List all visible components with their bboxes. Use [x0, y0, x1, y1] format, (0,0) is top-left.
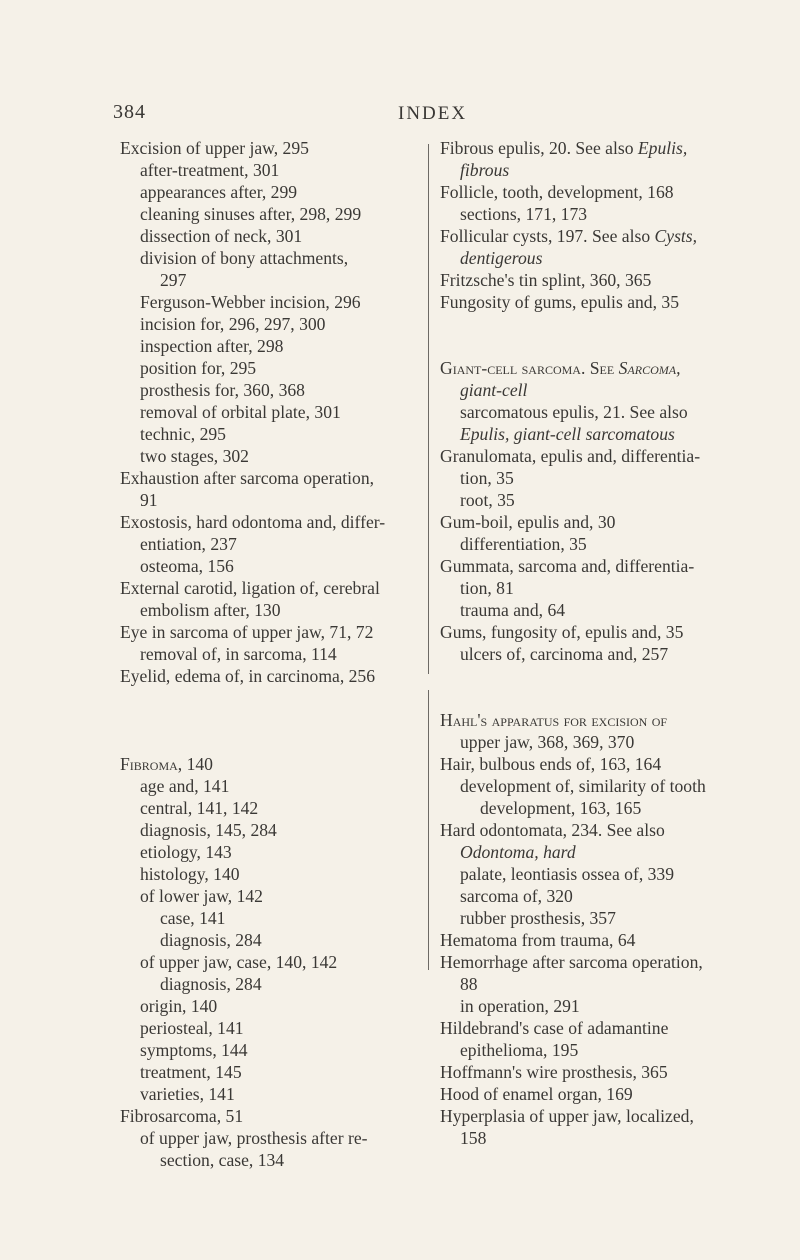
index-subentry [120, 819, 420, 841]
index-subentry [120, 269, 420, 291]
index-subentry [120, 973, 420, 995]
index-entry [440, 1105, 730, 1127]
index-subentry [120, 907, 420, 929]
index-subentry [120, 379, 420, 401]
entry-text: technic, 295 [140, 424, 226, 444]
index-entry [440, 1061, 730, 1083]
index-subentry [120, 1039, 420, 1061]
index-entry [440, 1083, 730, 1105]
index-subentry [120, 775, 420, 797]
index-subentry [440, 643, 730, 665]
index-subentry [120, 247, 420, 269]
index-subentry [120, 1083, 420, 1105]
entry-text: Follicle, tooth, development, 168 [440, 182, 674, 202]
entry-text: 297 [160, 270, 187, 290]
index-entry [120, 511, 420, 533]
column-rule [428, 144, 429, 674]
entry-text: etiology, 143 [140, 842, 232, 862]
index-subentry [120, 1061, 420, 1083]
entry-text: root, 35 [460, 490, 515, 510]
entry-text: 158 [460, 1128, 487, 1148]
index-subentry [440, 379, 730, 401]
index-subentry [120, 1127, 420, 1149]
index-subentry [120, 929, 420, 951]
entry-text: incision for, 296, 297, 300 [140, 314, 326, 334]
entry-text: Hemorrhage after sarcoma operation, [440, 952, 703, 972]
index-subentry [120, 489, 420, 511]
index-subentry [120, 951, 420, 973]
index-column-right [440, 137, 730, 1149]
index-subentry [440, 247, 730, 269]
column-rule [428, 690, 429, 970]
index-subentry [440, 797, 730, 819]
entry-text: treatment, 145 [140, 1062, 242, 1082]
index-subentry [440, 599, 730, 621]
entry-text: inspection after, 298 [140, 336, 284, 356]
entry-text: of lower jaw, 142 [140, 886, 263, 906]
entry-text: Eye in sarcoma of upper jaw, 71, 72 [120, 622, 374, 642]
index-subentry [120, 203, 420, 225]
cross-reference: dentigerous [460, 248, 543, 268]
entry-text: in operation, 291 [460, 996, 580, 1016]
entry-text: Eyelid, edema of, in carcinoma, 256 [120, 666, 376, 686]
cross-reference: Epulis, giant-cell sarcomatous [460, 424, 675, 444]
entry-text: embolism after, 130 [140, 600, 281, 620]
entry-text: Fibroma, 140 [120, 754, 213, 774]
entry-text: development of, similarity of tooth [460, 776, 706, 796]
index-subentry [120, 643, 420, 665]
index-subentry [120, 225, 420, 247]
entry-text: Gum-boil, epulis and, 30 [440, 512, 616, 532]
index-subentry [120, 1149, 420, 1171]
entry-text: Fibrous epulis, 20. See also [440, 138, 638, 158]
entry-text: sarcoma of, 320 [460, 886, 573, 906]
entry-text: of upper jaw, case, 140, 142 [140, 952, 338, 972]
entry-text: diagnosis, 145, 284 [140, 820, 277, 840]
entry-text: cleaning sinuses after, 298, 299 [140, 204, 362, 224]
index-subentry [120, 599, 420, 621]
section-gap [440, 665, 730, 709]
index-entry [120, 137, 420, 159]
index-entry [120, 621, 420, 643]
index-entry [440, 357, 730, 379]
index-subentry [120, 797, 420, 819]
index-column-left [120, 137, 420, 1171]
entry-text: after-treatment, 301 [140, 160, 280, 180]
index-entry [440, 929, 730, 951]
entry-text: diagnosis, 284 [160, 930, 262, 950]
index-subentry [120, 401, 420, 423]
index-entry [440, 445, 730, 467]
index-subentry [440, 489, 730, 511]
entry-text: tion, 81 [460, 578, 514, 598]
index-subentry [440, 159, 730, 181]
entry-text: case, 141 [160, 908, 226, 928]
index-entry [440, 555, 730, 577]
entry-text: Hahl's apparatus for excision of [440, 710, 668, 730]
entry-text: Hair, bulbous ends of, 163, 164 [440, 754, 662, 774]
entry-text: prosthesis for, 360, 368 [140, 380, 305, 400]
entry-text: age and, 141 [140, 776, 230, 796]
index-subentry [120, 533, 420, 555]
index-subentry [440, 885, 730, 907]
section-gap [440, 313, 730, 357]
entry-text: Hyperplasia of upper jaw, localized, [440, 1106, 694, 1126]
index-subentry [120, 291, 420, 313]
index-subentry [440, 775, 730, 797]
entry-text: rubber prosthesis, 357 [460, 908, 616, 928]
index-entry [440, 225, 730, 247]
index-entry [440, 181, 730, 203]
index-subentry [120, 841, 420, 863]
index-subentry [120, 863, 420, 885]
index-subentry [440, 423, 730, 445]
entry-text: central, 141, 142 [140, 798, 259, 818]
entry-text: two stages, 302 [140, 446, 249, 466]
index-entry [440, 291, 730, 313]
entry-text: varieties, 141 [140, 1084, 235, 1104]
entry-text: dissection of neck, 301 [140, 226, 303, 246]
index-subentry [120, 445, 420, 467]
entry-text: trauma and, 64 [460, 600, 566, 620]
entry-text: division of bony attachments, [140, 248, 349, 268]
entry-text: sections, 171, 173 [460, 204, 588, 224]
index-subentry [440, 577, 730, 599]
index-subentry [440, 973, 730, 995]
entry-text: symptoms, 144 [140, 1040, 248, 1060]
entry-text: of upper jaw, prosthesis after re- [140, 1128, 368, 1148]
entry-text: entiation, 237 [140, 534, 237, 554]
index-subentry [440, 533, 730, 555]
index-subentry [120, 995, 420, 1017]
index-subentry [440, 203, 730, 225]
index-entry [440, 819, 730, 841]
entry-text: diagnosis, 284 [160, 974, 262, 994]
index-entry [440, 269, 730, 291]
index-subentry [440, 1127, 730, 1149]
entry-text: removal of orbital plate, 301 [140, 402, 341, 422]
entry-text: sarcomatous epulis, 21. See also [460, 402, 688, 422]
index-subentry [440, 841, 730, 863]
index-entry [120, 467, 420, 489]
index-entry [440, 1017, 730, 1039]
cross-reference: Cysts, [654, 226, 698, 246]
index-entry [440, 137, 730, 159]
index-subentry [120, 313, 420, 335]
index-subentry [120, 159, 420, 181]
entry-text: Ferguson-Webber incision, 296 [140, 292, 361, 312]
index-subentry [120, 885, 420, 907]
index-subentry [440, 467, 730, 489]
entry-text: External carotid, ligation of, cerebral [120, 578, 380, 598]
entry-text: osteoma, 156 [140, 556, 234, 576]
index-entry [120, 753, 420, 775]
entry-text: periosteal, 141 [140, 1018, 244, 1038]
index-entry [440, 511, 730, 533]
index-subentry [120, 181, 420, 203]
entry-text: Hoffmann's wire prosthesis, 365 [440, 1062, 668, 1082]
index-subentry [120, 357, 420, 379]
entry-text: origin, 140 [140, 996, 218, 1016]
page-number: 384 [113, 101, 146, 123]
section-gap [120, 687, 420, 753]
cross-reference: Sarcoma, [618, 358, 681, 378]
entry-text: position for, 295 [140, 358, 257, 378]
index-subentry [440, 401, 730, 423]
entry-text: Follicular cysts, 197. See also [440, 226, 655, 246]
entry-text: Hood of enamel organ, 169 [440, 1084, 633, 1104]
index-entry [120, 1105, 420, 1127]
entry-text: Hematoma from trauma, 64 [440, 930, 636, 950]
entry-text: appearances after, 299 [140, 182, 298, 202]
entry-text: Exostosis, hard odontoma and, differ- [120, 512, 386, 532]
index-subentry [440, 995, 730, 1017]
entry-text: ulcers of, carcinoma and, 257 [460, 644, 669, 664]
entry-text: Fritzsche's tin splint, 360, 365 [440, 270, 652, 290]
index-subentry [440, 907, 730, 929]
entry-text: section, case, 134 [160, 1150, 285, 1170]
entry-text: epithelioma, 195 [460, 1040, 579, 1060]
entry-text: Excision of upper jaw, 295 [120, 138, 309, 158]
entry-text: Hildebrand's case of adamantine [440, 1018, 669, 1038]
entry-text: histology, 140 [140, 864, 240, 884]
index-entry [440, 753, 730, 775]
index-entry [440, 709, 730, 731]
index-entry [440, 951, 730, 973]
cross-reference: giant-cell [460, 380, 528, 400]
entry-text: removal of, in sarcoma, 114 [140, 644, 337, 664]
cross-reference: Odontoma, hard [460, 842, 576, 862]
entry-text: 88 [460, 974, 478, 994]
index-subentry [120, 555, 420, 577]
entry-text: Exhaustion after sarcoma operation, [120, 468, 375, 488]
entry-text: Hard odontomata, 234. See also [440, 820, 665, 840]
entry-text: palate, leontiasis ossea of, 339 [460, 864, 675, 884]
index-subentry [120, 423, 420, 445]
entry-text: Granulomata, epulis and, differentia- [440, 446, 701, 466]
index-subentry [440, 1039, 730, 1061]
index-entry [120, 665, 420, 687]
entry-text: Fibrosarcoma, 51 [120, 1106, 244, 1126]
index-subentry [440, 731, 730, 753]
entry-text: 91 [140, 490, 158, 510]
entry-text: Giant-cell sarcoma. See [440, 358, 619, 378]
running-head: INDEX [398, 103, 468, 124]
index-entry [120, 577, 420, 599]
index-subentry [120, 1017, 420, 1039]
entry-text: differentiation, 35 [460, 534, 587, 554]
cross-reference: fibrous [460, 160, 510, 180]
entry-text: tion, 35 [460, 468, 514, 488]
cross-reference: Epulis, [637, 138, 688, 158]
entry-text: Gums, fungosity of, epulis and, 35 [440, 622, 684, 642]
entry-text: upper jaw, 368, 369, 370 [460, 732, 635, 752]
index-subentry [440, 863, 730, 885]
entry-text: Gummata, sarcoma and, differentia- [440, 556, 695, 576]
index-subentry [120, 335, 420, 357]
entry-text: development, 163, 165 [480, 798, 642, 818]
index-entry [440, 621, 730, 643]
entry-text: Fungosity of gums, epulis and, 35 [440, 292, 679, 312]
